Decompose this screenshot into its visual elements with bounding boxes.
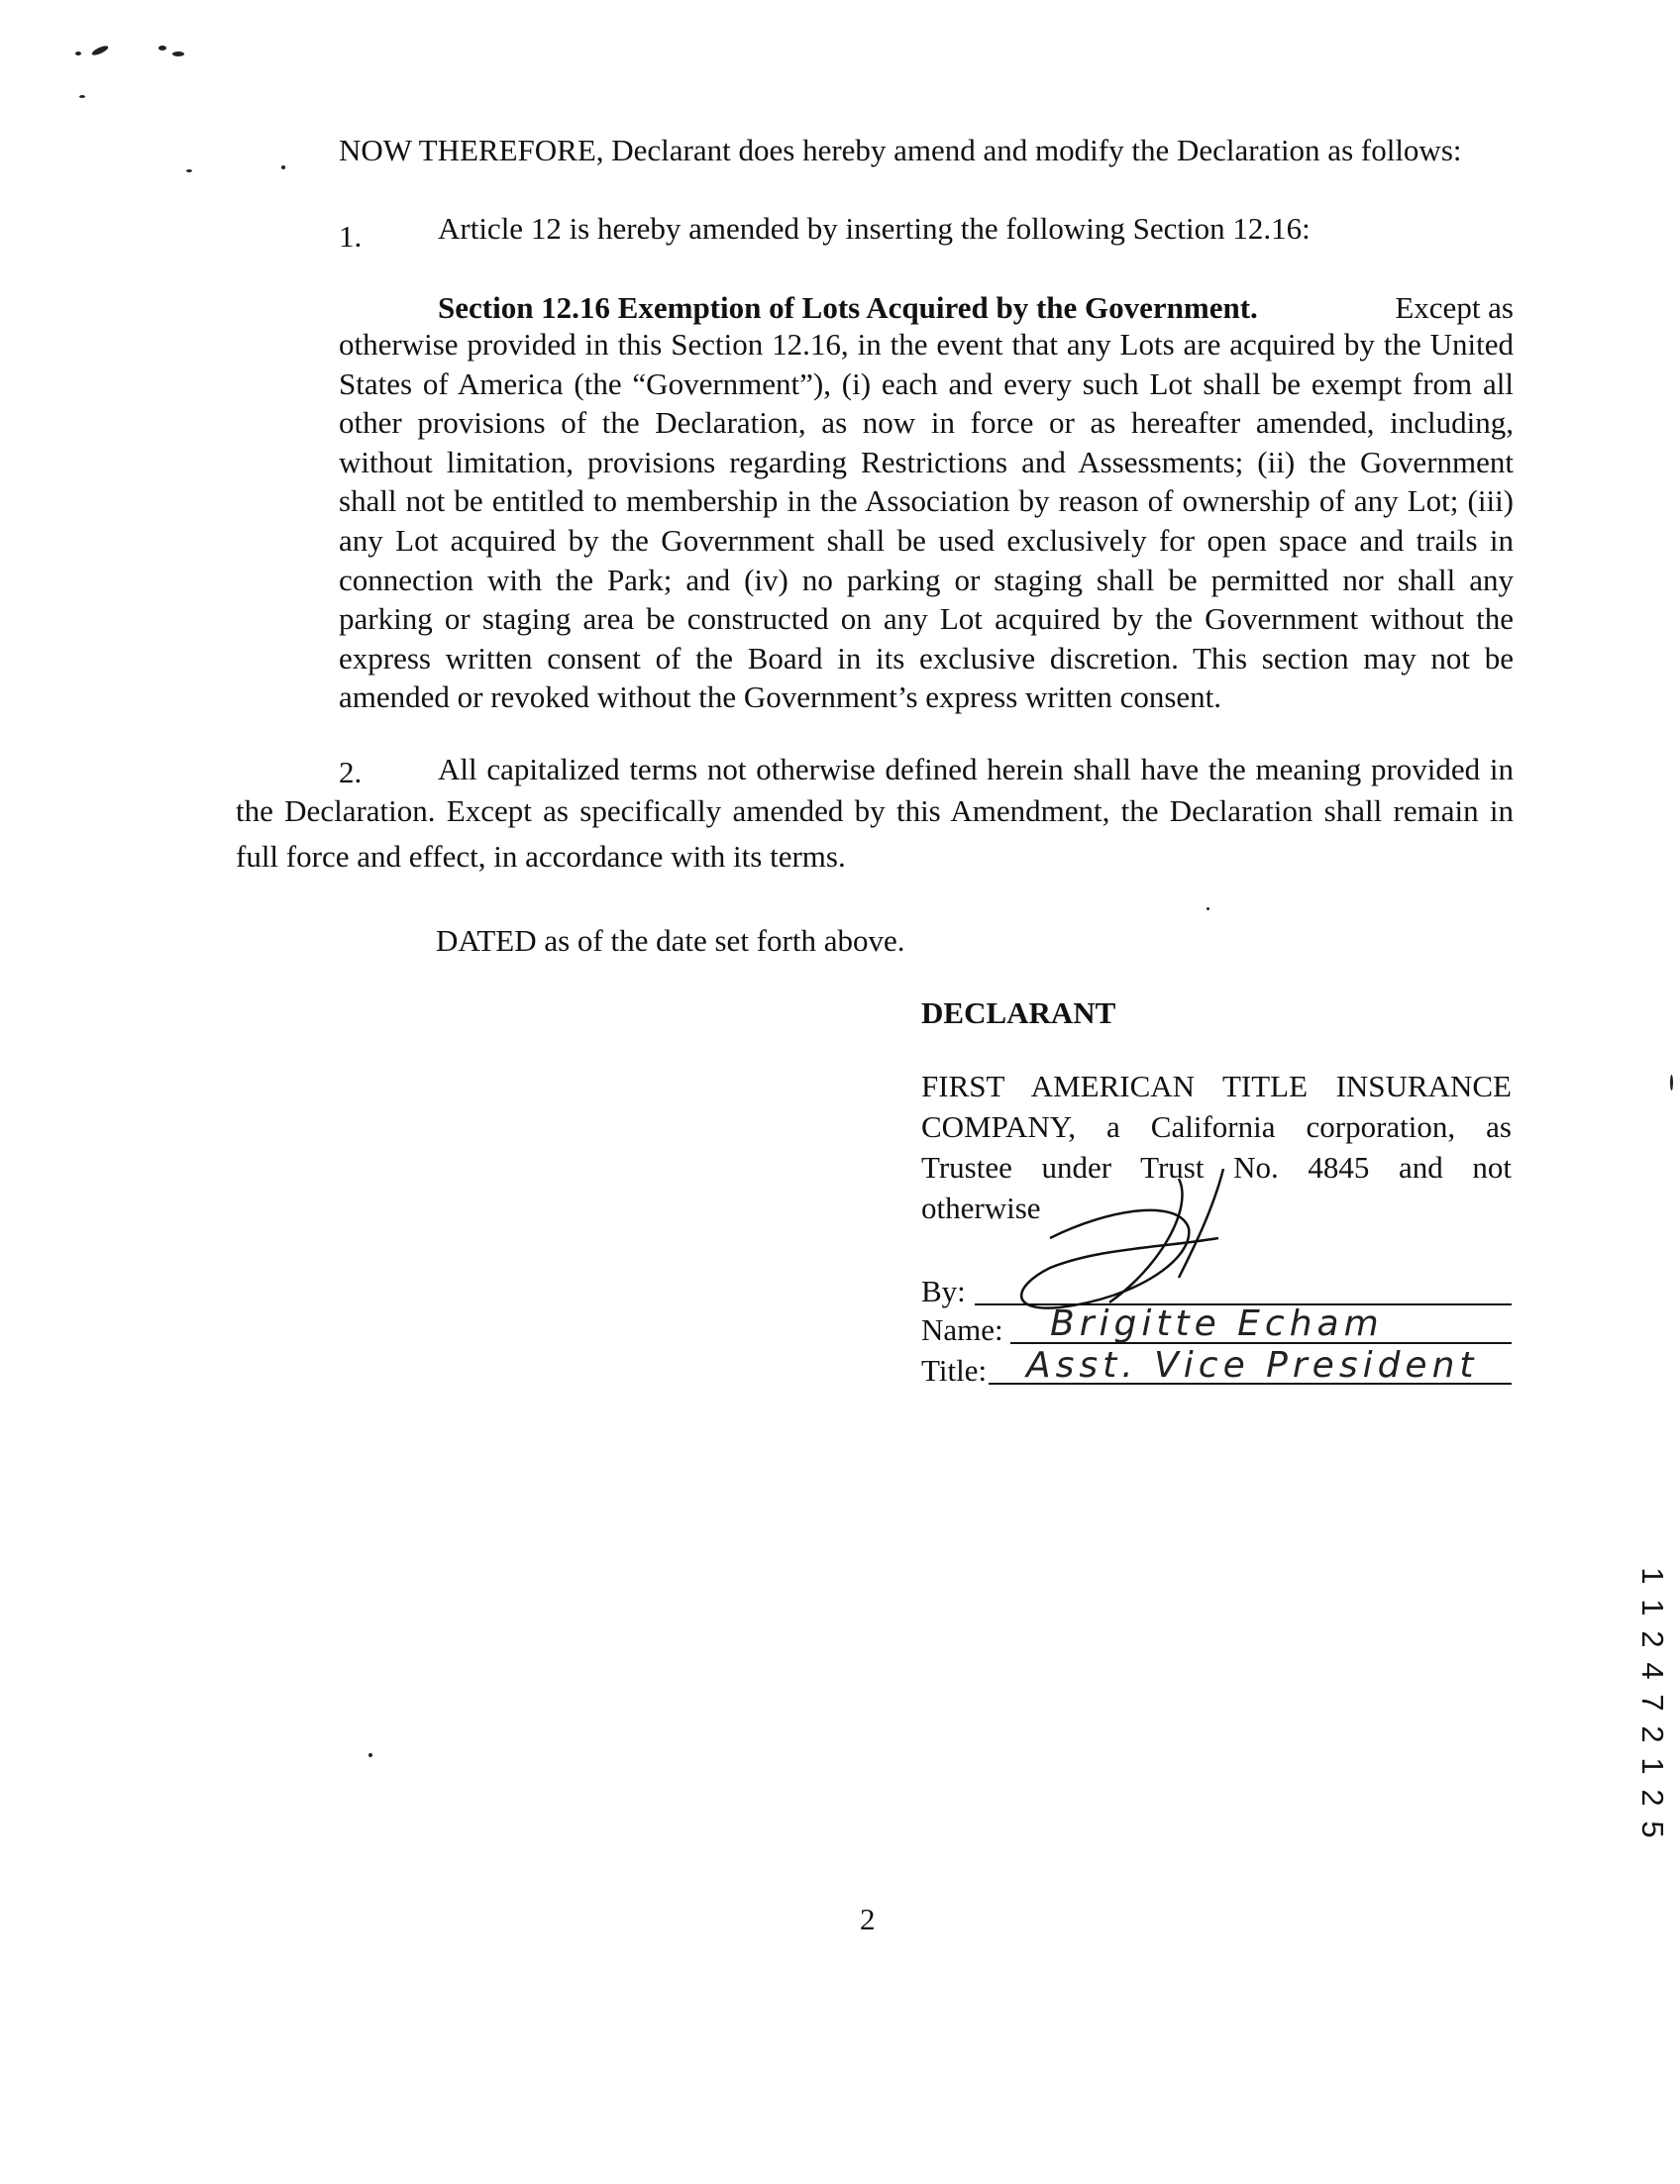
- item-1-number: 1.: [339, 219, 363, 254]
- scan-speck: [186, 169, 192, 172]
- section-last-line: amended or revoked without the Government’s express written consent.: [339, 679, 1222, 715]
- item-2-line-3: full force and effect, in accordance with its terms.: [236, 839, 846, 874]
- page-number: 2: [860, 1902, 876, 1936]
- section-heading: Section 12.16 Exemption of Lots Acquired by the Government.: [438, 290, 1258, 325]
- scan-speck: [91, 44, 110, 56]
- margin-digit: 2: [1635, 1789, 1670, 1807]
- signature-scribble: [991, 1169, 1248, 1317]
- item-2-line-2: the Declaration. Except as specifically amended by this Amendment, the Declaration shall remain in: [236, 793, 1514, 828]
- section-line: otherwise provided in this Section 12.16, in the event that any Lots are acquired by the United: [339, 327, 1514, 362]
- section-line: any Lot acquired by the Government shall be used exclusively for open space and trails in: [339, 523, 1514, 558]
- scan-speck: [79, 95, 85, 98]
- item-2-line-1: All capitalized terms not otherwise defined herein shall have the meaning provided in: [438, 752, 1514, 786]
- company-line-last: otherwise: [921, 1191, 1041, 1225]
- title-label: Title:: [921, 1353, 988, 1388]
- section-heading-rest: Except as: [1395, 290, 1514, 325]
- section-line: without limitation, provisions regarding Restrictions and Assessments; (ii) the Government: [339, 444, 1514, 479]
- section-line: express written consent of the Board in its exclusive discretion. This section may not be: [339, 640, 1514, 676]
- item-2-number: 2.: [339, 755, 363, 789]
- section-line: shall not be entitled to membership in the Association by reason of ownership of any Lot; (iii): [339, 483, 1514, 519]
- title-handwritten: Asst. Vice President: [1026, 1345, 1479, 1386]
- margin-digit: 1: [1635, 1757, 1670, 1775]
- section-line: States of America (the “Government”), (i) each and every such Lot shall be exempt from all: [339, 365, 1514, 401]
- name-handwritten: Brigitte Echam: [1050, 1303, 1384, 1344]
- section-line: other provisions of the Declaration, as now in force or as hereafter amended, including,: [339, 405, 1514, 441]
- margin-digit: 5: [1635, 1820, 1670, 1838]
- section-heading-line: [438, 288, 1514, 328]
- margin-digit: 2: [1635, 1725, 1670, 1743]
- declarant-heading: DECLARANT: [921, 995, 1116, 1030]
- company-line: FIRST AMERICAN TITLE INSURANCE: [921, 1069, 1512, 1103]
- scan-speck: [1207, 907, 1209, 910]
- margin-digit: 4: [1635, 1662, 1670, 1680]
- company-line: COMPANY, a California corporation, as: [921, 1109, 1512, 1144]
- dated-line: DATED as of the date set forth above.: [436, 923, 905, 958]
- margin-digit: 7: [1635, 1694, 1670, 1712]
- section-line: connection with the Park; and (iv) no parking or staging shall be permitted nor shall any: [339, 562, 1514, 597]
- name-label: Name:: [921, 1312, 1003, 1347]
- scan-speck: [368, 1753, 372, 1757]
- scan-speck: [75, 52, 81, 55]
- intro-paragraph: NOW THEREFORE, Declarant does hereby amend and modify the Declaration as follows:: [339, 133, 1462, 167]
- margin-digit: 2: [1635, 1630, 1670, 1648]
- section-line: parking or staging area be constructed on any Lot acquired by the Government without the: [339, 601, 1514, 637]
- scan-speck: [281, 165, 285, 169]
- margin-digit: 1: [1635, 1599, 1670, 1616]
- item-1-text: Article 12 is hereby amended by inserting the following Section 12.16:: [438, 211, 1311, 246]
- margin-digit: 1: [1635, 1567, 1670, 1585]
- margin-recording-number: [1632, 1560, 1672, 1897]
- scan-speck: [1670, 1075, 1673, 1091]
- company-line: Trustee under Trust No. 4845 and not: [921, 1150, 1512, 1185]
- scan-speck: [158, 46, 166, 51]
- scan-speck: [172, 52, 184, 56]
- by-label: By:: [921, 1274, 966, 1308]
